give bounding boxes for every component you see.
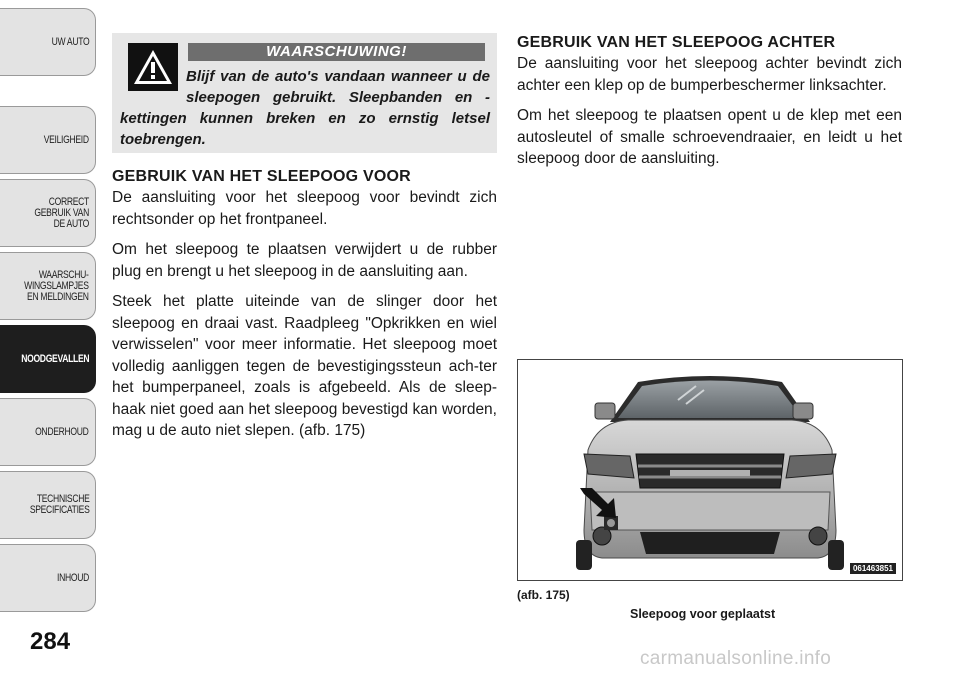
figure-reference: (afb. 175) xyxy=(517,588,570,602)
tab-uw-auto[interactable] xyxy=(0,8,96,76)
page-number: 284 xyxy=(30,628,71,655)
front-paragraph: Om het sleepoog te plaatsen verwijdert u de rubber plug en brengt u het sleepoog in de aansluiting aan. xyxy=(112,241,497,280)
tab-label: VEILIGHEID xyxy=(43,133,89,146)
tab-label: UW AUTO xyxy=(51,35,89,48)
tab-onderhoud[interactable] xyxy=(0,398,96,466)
car-front-illustration xyxy=(518,360,902,580)
front-paragraph: De aansluiting voor het sleepoog voor bevindt zich rechtsonder op het frontpaneel. xyxy=(112,189,497,228)
rear-section xyxy=(517,33,902,179)
tab-label: CORRECT GEBRUIK VAN DE AUTO xyxy=(34,195,89,230)
figure-caption: Sleepoog voor geplaatst xyxy=(630,607,776,621)
tab-waarschuwingslampjes[interactable] xyxy=(0,252,96,320)
tab-label: NOODGEVALLEN xyxy=(20,352,89,365)
warning-title: WAARSCHUWING! xyxy=(188,43,485,61)
front-section xyxy=(112,167,497,451)
warning-text: Blijf van de auto's vandaan wanneer u de sleepogen gebruikt. Sleepbanden en -kettingen kunnen breken en zo ernstig letsel toebrengen. xyxy=(120,68,490,148)
front-section-heading: GEBRUIK VAN HET SLEEPOOG VOOR xyxy=(112,168,411,185)
rear-paragraph: Om het sleepoog te plaatsen opent u de klep met een autosleutel of smalle schroevendraaier, en leidt u het sleepoog door de aansluiting. xyxy=(517,107,902,167)
figure-code: 061463851 xyxy=(850,563,896,574)
figure-car-front xyxy=(517,359,903,581)
tab-noodgevallen[interactable] xyxy=(0,325,96,393)
watermark: carmanualsonline.info xyxy=(640,648,832,669)
rear-paragraph: De aansluiting voor het sleepoog achter bevindt zich achter een klep op de bumperbeschermer linksachter. xyxy=(517,55,902,94)
tab-veiligheid[interactable] xyxy=(0,106,96,174)
tab-label: WAARSCHU- WINGSLAMPJES EN MELDINGEN xyxy=(24,268,89,303)
tab-label: INHOUD xyxy=(57,571,89,584)
tab-technische-specificaties[interactable] xyxy=(0,471,96,539)
tab-label: TECHNISCHE SPECIFICATIES xyxy=(29,493,89,516)
rear-section-heading: GEBRUIK VAN HET SLEEPOOG ACHTER xyxy=(517,34,836,51)
tab-correct-gebruik[interactable] xyxy=(0,179,96,247)
tab-label: ONDERHOUD xyxy=(35,425,89,438)
warning-box xyxy=(112,33,497,153)
side-navigation xyxy=(0,0,100,678)
tab-inhoud[interactable] xyxy=(0,544,96,612)
front-paragraph: Steek het platte uiteinde van de slinger door het sleepoog en draai vast. Raadpleeg "Opkrikken en wiel verwisselen" voor meer informatie. Het sleepoog moet volledig aanliggen tegen de bevestigingssteun ach-ter het bumperpaneel, zoals is afgebeeld. Als de sleep-haak niet goed aan het sleepoog bevestigd kan worden, mag u de auto niet slepen. (afb. 175) xyxy=(112,293,497,439)
